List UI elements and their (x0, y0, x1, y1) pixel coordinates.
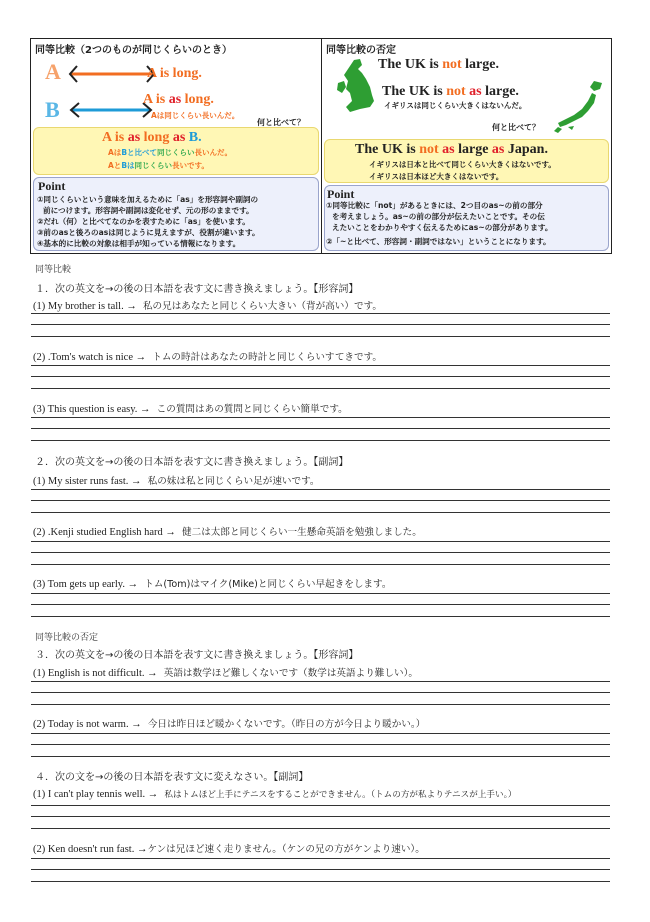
question-4-instructions: ４．次の文を→の後の日本語を表す文に変えなさい。【副詞】 (35, 772, 309, 783)
jp-example-line1: AはBと比べて同じくらい長いんだ。 (108, 148, 233, 157)
left-point-line4: ③前のasと後ろのasは同じように見えますが、役割が違います。 (37, 228, 260, 237)
q2-item-2: (2) .Kenji studied English hard → 健二は太郎と同じくらい一生懸命英語を勉強しました。 (33, 527, 422, 538)
q4-item-2: (2) Ken doesn't run fast. →ケンは兄ほど速く走りません。（ケンの兄の方がケンより速い）。 (33, 844, 425, 855)
answer-line[interactable] (31, 500, 610, 501)
answer-line[interactable] (31, 376, 610, 377)
jp-uk-not-as-large: イギリスは同じくらい大きくはないんだ。 (384, 101, 527, 110)
q1-item-1: (1) My brother is tall. → 私の兄はあなたと同じくらい大きい（背が高い）です。 (33, 301, 383, 312)
left-point-line1: ①同じくらいという意味を加えるために「as」を形容詞や副詞の (37, 195, 259, 204)
label-a: A (45, 59, 61, 84)
answer-line[interactable] (31, 733, 610, 734)
answer-line[interactable] (31, 428, 610, 429)
right-point-line1: ①同等比較に「not」があるときには、2つ目のas~の前の部分 (326, 201, 543, 210)
left-example-box (33, 127, 319, 175)
answer-line[interactable] (31, 313, 610, 314)
answer-line[interactable] (31, 324, 610, 325)
q3-item-1: (1) English is not difficult. → 英語は数学ほど難しくないです（数学は英語より難しい）。 (33, 668, 418, 679)
right-point-box (324, 185, 609, 251)
answer-line[interactable] (31, 828, 610, 829)
answer-line[interactable] (31, 604, 610, 605)
section-heading-equal-comparison: 同等比較 (35, 265, 72, 275)
jp-question-left: 何と比べて？ (257, 118, 305, 127)
q1-item-3: (3) This question is easy. → この質問はあの質問と同じくらい簡単です。 (33, 404, 348, 415)
right-point-title: Point (327, 187, 355, 201)
answer-line[interactable] (31, 417, 610, 418)
uk-map-icon (336, 57, 376, 115)
q2-item-1: (1) My sister runs fast. → 私の妹は私と同じくらい足が速いです。 (33, 476, 320, 487)
right-point-line4: ②「~と比べて、形容詞・副詞ではない」ということになります。 (326, 237, 551, 246)
answer-line[interactable] (31, 744, 610, 745)
answer-line[interactable] (31, 681, 610, 682)
answer-line[interactable] (31, 552, 610, 553)
answer-line[interactable] (31, 593, 610, 594)
answer-line[interactable] (31, 816, 610, 817)
answer-line[interactable] (31, 869, 610, 870)
q4-item-1: (1) I can't play tennis well. → 私はトムほど上手にテニスをすることができません。（トムの方が私よりテニスが上手い。） (33, 789, 517, 800)
long-arrow-icon (67, 64, 157, 84)
answer-line[interactable] (31, 756, 610, 757)
question-2-instructions: ２．次の英文を→の後の日本語を表す文に書き換えましょう。【副詞】 (35, 457, 349, 468)
sentence-uk-not-large: The UK is not large. (378, 57, 499, 72)
right-example-box (324, 139, 609, 183)
label-b: B (45, 97, 60, 122)
answer-line[interactable] (31, 489, 610, 490)
jp-example-line2: AとBは同じくらい長いです。 (108, 161, 209, 170)
answer-line[interactable] (31, 881, 610, 882)
answer-line[interactable] (31, 858, 610, 859)
left-point-line3: ②だれ（何）と比べてなのかを表すために「as」を使います。 (37, 217, 250, 226)
section-heading-negative-comparison: 同等比較の否定 (35, 633, 99, 643)
sentence-a-is-long: A is long. (147, 66, 202, 81)
right-point-line2: を考えましょう。as~の前の部分が伝えたいことです。その伝 (332, 212, 545, 221)
left-point-box (33, 177, 319, 251)
left-panel-title: 同等比較（2つのものが同じくらいのとき） (35, 45, 232, 56)
right-panel-title: 同等比較の否定 (326, 45, 396, 56)
answer-line[interactable] (31, 805, 610, 806)
q1-item-2: (2) .Tom's watch is nice → トムの時計はあなたの時計と同じくらいすてきです。 (33, 352, 383, 363)
answer-line[interactable] (31, 336, 610, 337)
jp-right-example-line1: イギリスは日本と比べて同じくらい大きくはないです。 (369, 160, 556, 169)
answer-line[interactable] (31, 388, 610, 389)
right-grammar-panel (321, 38, 612, 254)
jp-question-right: 何と比べて？ (492, 123, 540, 132)
answer-line[interactable] (31, 564, 610, 565)
q3-item-2: (2) Today is not warm. → 今日は昨日ほど暖かくないです。（昨日の方が今日より暖かい。） (33, 719, 426, 730)
answer-line[interactable] (31, 541, 610, 542)
jp-a-same-length: Aは同じくらい長いんだ。 (151, 111, 240, 120)
left-grammar-panel (30, 38, 322, 254)
q2-item-3: (3) Tom gets up early. → トム(Tom)はマイク(Mike)と同じくらい早起きをします。 (33, 579, 392, 590)
sentence-uk-not-as-large: The UK is not as large. (382, 84, 519, 99)
answer-line[interactable] (31, 440, 610, 441)
answer-line[interactable] (31, 616, 610, 617)
sentence-uk-not-as-large-as-japan: The UK is not as large as Japan. (355, 142, 548, 157)
question-1-instructions: １．次の英文を→の後の日本語を表す文に書き換えましょう。【形容詞】 (35, 284, 359, 295)
sentence-a-is-as-long: A is as long. (143, 92, 214, 107)
question-3-instructions: ３．次の英文を→の後の日本語を表す文に書き換えましょう。【形容詞】 (35, 650, 359, 661)
answer-line[interactable] (31, 512, 610, 513)
left-point-title: Point (38, 179, 66, 193)
sentence-a-as-long-as-b: A is as long as B. (102, 130, 202, 145)
left-point-line2: 前につけます。形容詞や副詞は変化せず、元の形のままです。 (43, 206, 254, 215)
answer-line[interactable] (31, 692, 610, 693)
right-point-line3: えたいことをわかりやすく伝えるためにas~の部分があります。 (332, 223, 553, 232)
jp-right-example-line2: イギリスは日本ほど大きくはないです。 (369, 172, 504, 181)
answer-line[interactable] (31, 704, 610, 705)
left-point-line5: ④基本的に比較の対象は相手が知っている情報になります。 (37, 239, 241, 248)
japan-map-icon (548, 79, 608, 135)
answer-line[interactable] (31, 365, 610, 366)
